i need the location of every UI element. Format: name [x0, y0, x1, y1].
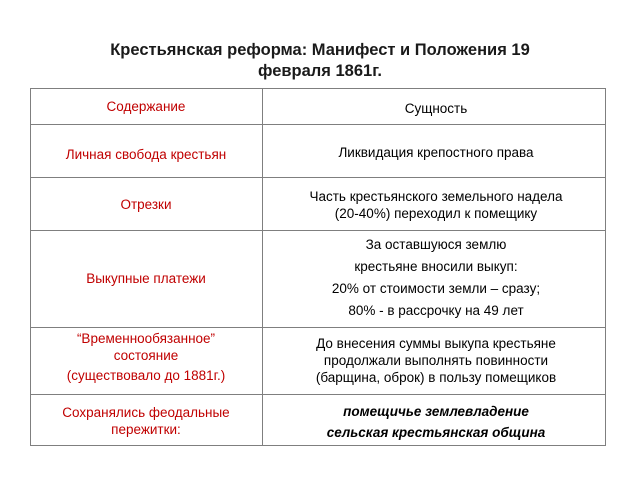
row-5-essence	[267, 401, 605, 443]
row-divider-header	[31, 124, 605, 125]
column-divider	[262, 89, 263, 445]
row-3-essence-line-4: 80% - в рассрочку на 49 лет	[348, 303, 524, 318]
page-title	[60, 40, 580, 82]
row-5-topic-line-2: пережитки:	[111, 422, 181, 437]
title-line-1: Крестьянская реформа: Манифест и Положения 19	[110, 41, 530, 59]
row-5-topic-line-1: Сохранялись феодальные	[62, 405, 230, 420]
row-4-essence-line-2: продолжали выполнять повинности	[323, 353, 549, 368]
row-1-essence	[267, 144, 605, 161]
row-3-essence-line-2: крестьяне вносили выкуп:	[354, 259, 518, 274]
row-1-essence-line-1: Ликвидация крепостного права	[338, 145, 534, 160]
reform-table	[30, 88, 606, 446]
row-3-essence-line-3: 20% от стоимости земли – сразу;	[331, 281, 541, 296]
title-line-2: февраля 1861г.	[258, 62, 382, 80]
row-4-topic-line-1: “Временнообязанное”	[76, 331, 216, 346]
row-1-topic-line-1: Личная свобода крестьян	[65, 147, 227, 162]
row-3-essence	[267, 234, 605, 322]
row-4-topic-line-2: состояние	[113, 348, 179, 363]
header-content: Содержание	[106, 99, 186, 114]
row-divider-2	[31, 230, 605, 231]
row-4-essence	[267, 335, 605, 386]
header-essence: Сущность	[404, 101, 468, 116]
row-4-topic	[33, 330, 259, 384]
row-5-essence-line-2: сельская крестьянская община	[326, 425, 546, 440]
row-divider-4	[31, 394, 605, 395]
row-2-topic	[33, 196, 259, 213]
row-3-topic-line-1: Выкупные платежи	[86, 271, 206, 286]
row-divider-3	[31, 327, 605, 328]
row-4-essence-line-3: (барщина, оброк) в пользу помещиков	[315, 370, 557, 385]
row-1-topic	[33, 146, 259, 163]
row-2-essence-line-1: Часть крестьянского земельного надела	[309, 189, 563, 204]
row-3-topic	[33, 270, 259, 287]
row-divider-1	[31, 177, 605, 178]
row-4-topic-line-3: (существовало до 1881г.)	[66, 368, 226, 383]
row-2-essence-line-2: (20-40%) переходил к помещику	[334, 206, 538, 221]
row-2-essence	[267, 188, 605, 222]
row-3-essence-line-1: За оставшуюся землю	[365, 237, 507, 252]
row-2-topic-line-1: Отрезки	[120, 197, 172, 212]
row-4-essence-line-1: До внесения суммы выкупа крестьяне	[316, 336, 556, 351]
row-5-topic	[33, 404, 259, 438]
row-5-essence-line-1: помещичье землевладение	[343, 404, 529, 419]
